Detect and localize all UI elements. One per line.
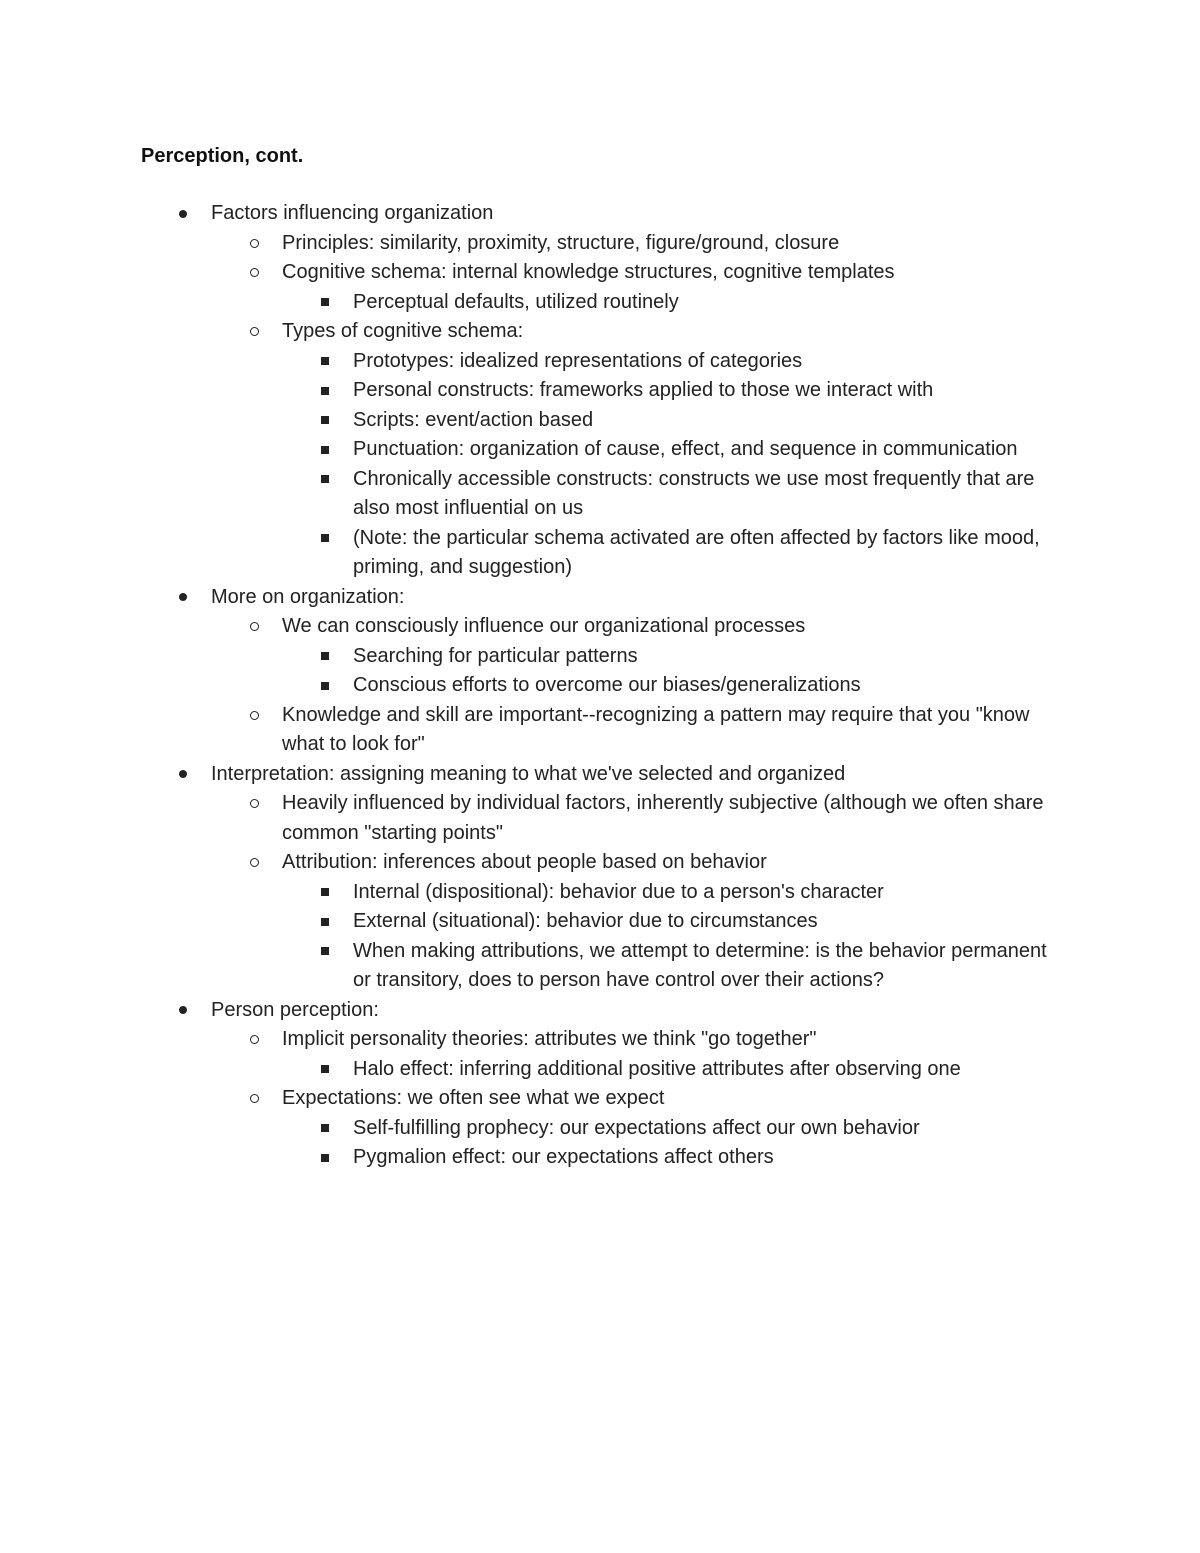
bullet-outline (0, 199, 1200, 1173)
outline-item-level-3 (0, 937, 1061, 996)
outline-item-text: Interpretation: assigning meaning to what we've selected and organized (211, 762, 846, 785)
outline-item-level-3 (0, 642, 1061, 672)
outline-item-level-3 (0, 878, 1061, 908)
outline-item-level-2 (0, 1025, 1061, 1055)
hollow-bullet-icon (246, 229, 262, 259)
outline-item-text: Personal constructs: frameworks applied to those we interact with (353, 379, 934, 401)
outline-item-text: We can consciously influence our organizational processes (282, 615, 806, 637)
outline-item-text: Scripts: event/action based (353, 408, 594, 431)
outline-item-text: Types of cognitive schema: (282, 320, 524, 342)
outline-item-level-3 (0, 907, 1061, 937)
outline-item-level-2 (0, 258, 1061, 288)
outline-item-text: More on organization: (211, 585, 405, 608)
outline-item-text: External (situational): behavior due to circumstances (353, 910, 818, 932)
outline-item-level-3 (0, 671, 1061, 701)
square-bullet-icon (317, 524, 333, 554)
outline-item-text: Factors influencing organization (211, 202, 494, 224)
square-bullet-icon (317, 376, 333, 406)
outline-item-text: (Note: the particular schema activated are often affected by factors like mood, priming, and suggestion) (353, 526, 1040, 578)
hollow-bullet-icon (246, 317, 262, 347)
page-title: Perception, cont. (141, 145, 304, 167)
outline-item-text: Chronically accessible constructs: constructs we use most frequently that are also most influential on us (353, 467, 1035, 519)
outline-item-text: Cognitive schema: internal knowledge structures, cognitive templates (282, 261, 895, 283)
outline-item-text: Prototypes: idealized representations of categories (353, 349, 803, 372)
outline-item-level-2 (0, 848, 1061, 878)
hollow-bullet-icon (246, 1084, 262, 1114)
outline-item-level-3 (0, 1114, 1061, 1144)
outline-item-text: Principles: similarity, proximity, structure, figure/ground, closure (282, 231, 840, 254)
square-bullet-icon (317, 1114, 333, 1144)
square-bullet-icon (317, 288, 333, 318)
outline-item-level-3 (0, 288, 1061, 318)
outline-item-level-3 (0, 524, 1061, 583)
outline-item-text: Self-fulfilling prophecy: our expectations affect our own behavior (353, 1116, 920, 1139)
outline-item-text: Internal (dispositional): behavior due to a person's character (353, 880, 884, 903)
outline-item-text: Punctuation: organization of cause, effect, and sequence in communication (353, 438, 1018, 460)
square-bullet-icon (317, 937, 333, 967)
outline-item-level-3 (0, 465, 1061, 524)
outline-item-text: Implicit personality theories: attributes we think "go together" (282, 1028, 817, 1050)
outline-item-level-2 (0, 701, 1061, 760)
outline-item-text: When making attributions, we attempt to determine: is the behavior permanent or transitory, does to person have control over their actions? (353, 939, 1047, 991)
hollow-bullet-icon (246, 1025, 262, 1055)
square-bullet-icon (317, 1055, 333, 1085)
outline-item-level-2 (0, 612, 1061, 642)
outline-item-level-1 (0, 583, 1061, 613)
hollow-bullet-icon (246, 701, 262, 731)
outline-item-text: Searching for particular patterns (353, 644, 638, 667)
outline-item-text: Halo effect: inferring additional positive attributes after observing one (353, 1057, 961, 1080)
hollow-bullet-icon (246, 258, 262, 288)
filled-bullet-icon (175, 760, 191, 790)
hollow-bullet-icon (246, 848, 262, 878)
square-bullet-icon (317, 347, 333, 377)
outline-item-level-3 (0, 1055, 1061, 1085)
square-bullet-icon (317, 671, 333, 701)
square-bullet-icon (317, 435, 333, 465)
square-bullet-icon (317, 406, 333, 436)
outline-item-level-3 (0, 435, 1061, 465)
outline-item-text: Person perception: (211, 998, 379, 1021)
outline-item-level-2 (0, 317, 1061, 347)
outline-item-text: Knowledge and skill are important--recognizing a pattern may require that you "know what to look for" (282, 703, 1030, 755)
outline-item-level-1 (0, 199, 1061, 229)
outline-item-level-1 (0, 760, 1061, 790)
filled-bullet-icon (175, 583, 191, 613)
outline-item-text: Expectations: we often see what we expect (282, 1087, 665, 1109)
square-bullet-icon (317, 907, 333, 937)
hollow-bullet-icon (246, 612, 262, 642)
hollow-bullet-icon (246, 789, 262, 819)
square-bullet-icon (317, 465, 333, 495)
outline-item-text: Pygmalion effect: our expectations affect others (353, 1146, 774, 1168)
outline-item-text: Conscious efforts to overcome our biases/generalizations (353, 674, 861, 696)
outline-item-level-2 (0, 229, 1061, 259)
outline-item-level-3 (0, 376, 1061, 406)
outline-item-level-2 (0, 789, 1061, 848)
outline-item-level-1 (0, 996, 1061, 1026)
outline-item-text: Heavily influenced by individual factors, inherently subjective (although we often share common "starting points" (282, 792, 1044, 844)
outline-item-text: Perceptual defaults, utilized routinely (353, 290, 679, 313)
outline-item-level-3 (0, 1143, 1061, 1173)
outline-item-level-2 (0, 1084, 1061, 1114)
outline-item-level-3 (0, 347, 1061, 377)
outline-item-text: Attribution: inferences about people based on behavior (282, 851, 767, 873)
square-bullet-icon (317, 1143, 333, 1173)
square-bullet-icon (317, 878, 333, 908)
filled-bullet-icon (175, 996, 191, 1026)
filled-bullet-icon (175, 199, 191, 229)
square-bullet-icon (317, 642, 333, 672)
outline-item-level-3 (0, 406, 1061, 436)
